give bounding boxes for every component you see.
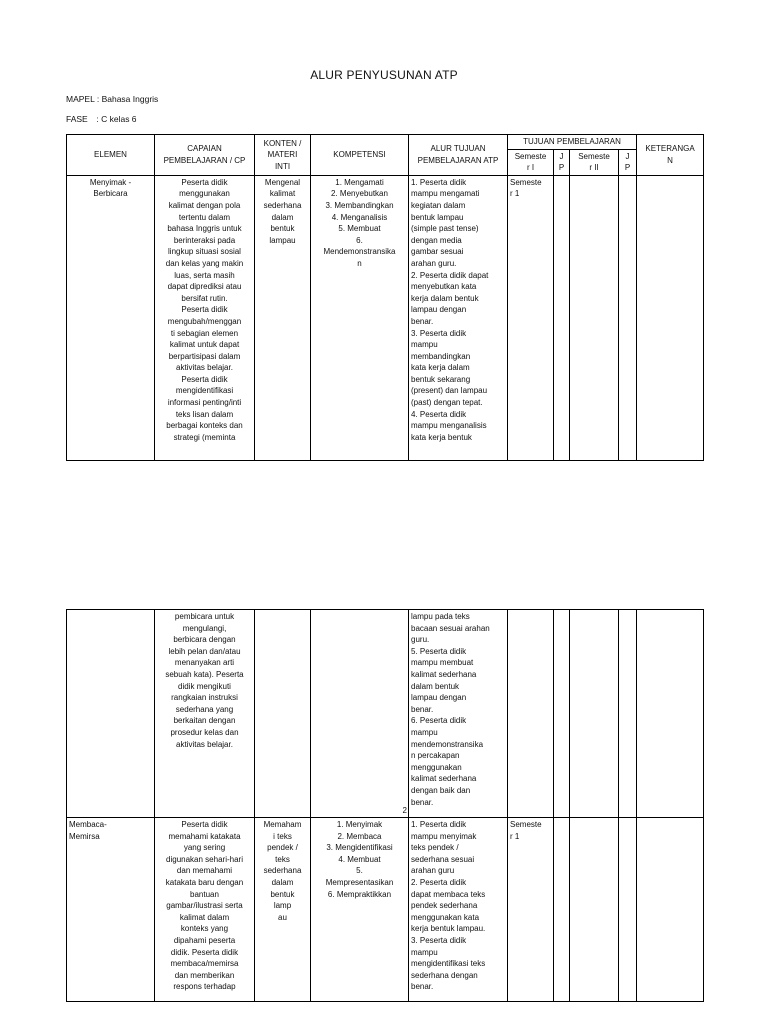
cell-semester-1: Semeste r 1 [508, 818, 554, 1002]
cell-keterangan [637, 175, 704, 460]
cell-semester-1: Semeste r 1 [508, 175, 554, 460]
cell-alur: 1. Peserta didik mampu mengamati kegiatan dalam bentuk lampau (simple past tense) dengan media gambar sesuai arahan guru. 2. Peserta didik dapat menyebutkan kata kerja dalam bentuk lampau dengan benar. 3. Peserta didik mampu membandingkan kata kerja dalam bentuk sekarang (present) dan lampau (past) dengan tepat. 4. Peserta didik mampu menganalisis kata kerja bentuk [409, 175, 508, 460]
cell-keterangan [637, 610, 704, 818]
atp-table-part-2 [66, 609, 704, 1002]
cell-jp-2 [619, 818, 637, 1002]
cell-jp-2 [619, 610, 637, 818]
fase-value: : C kelas 6 [96, 114, 137, 124]
page-number: 2 [402, 806, 407, 816]
header-tujuan: TUJUAN PEMBELAJARAN [508, 135, 637, 150]
header-jp-1: J P [554, 149, 570, 175]
atp-table-part-1 [66, 134, 704, 461]
cell-jp-1 [554, 610, 570, 818]
table-row [67, 610, 704, 818]
cell-alur: 1. Peserta didik mampu menyimak teks pendek / sederhana sesuai arahan guru 2. Peserta didik dapat membaca teks pendek sederhana menggunakan kata kerja bentuk lampau. 3. Peserta didik mampu mengidentifikasi teks sederhana dengan benar. [409, 818, 508, 1002]
cell-keterangan [637, 818, 704, 1002]
mapel-line: MAPEL : Bahasa Inggris [66, 94, 159, 104]
cell-semester-2 [570, 175, 619, 460]
cell-cp: pembicara untuk mengulangi, berbicara dengan lebih pelan dan/atau menanyakan arti sebuah kata). Peserta didik mengikuti rangkaian instruksi sederhana yang berkaitan dengan prosedur kelas dan aktivitas belajar. [155, 610, 255, 818]
header-konten: KONTEN / MATERI INTI [255, 135, 311, 176]
cell-cp: Peserta didik menggunakan kalimat dengan pola tertentu dalam bahasa Inggris untuk berinteraksi pada lingkup situasi sosial dan kelas yang makin luas, serta masih dapat diprediksi atau bersifat rutin. Peserta didik mengubah/menggan ti sebagian elemen kalimat untuk dapat berpartisipasi dalam aktivitas belajar. Peserta didik mengidentifikasi informasi penting/inti teks lisan dalam berbagai konteks dan strategi (meminta [155, 175, 255, 460]
header-elemen: ELEMEN [67, 135, 155, 176]
cell-jp-1 [554, 818, 570, 1002]
cell-alur: lampu pada teks bacaan sesuai arahan guru. 5. Peserta didik mampu membuat kalimat sederhana dalam bentuk lampau dengan benar. 6. Peserta didik mampu mendemonstransika n percakapan menggunakan kalimat sederhana dengan baik dan benar. [409, 610, 508, 818]
cell-konten [255, 610, 311, 818]
header-keterangan: KETERANGA N [637, 135, 704, 176]
header-semester-1: Semeste r I [508, 149, 554, 175]
cell-konten: Memaham i teks pendek / teks sederhana dalam bentuk lamp au [255, 818, 311, 1002]
cell-semester-1 [508, 610, 554, 818]
header-semester-2: Semeste r II [570, 149, 619, 175]
cell-kompetensi [311, 610, 409, 818]
fase-line [66, 114, 137, 124]
document-title: ALUR PENYUSUNAN ATP [310, 68, 458, 82]
header-kompetensi: KOMPETENSI [311, 135, 409, 176]
cell-jp-2 [619, 175, 637, 460]
cell-elemen: Membaca- Memirsa [67, 818, 155, 1002]
cell-cp: Peserta didik memahami katakata yang sering digunakan sehari-hari dan memahami katakata baru dengan bantuan gambar/ilustrasi serta kalimat dalam konteks yang dipahami peserta didik. Peserta didik membaca/memirsa dan memberikan respons terhadap [155, 818, 255, 1002]
table-row [67, 818, 704, 1002]
cell-semester-2 [570, 818, 619, 1002]
cell-elemen: Menyimak - Berbicara [67, 175, 155, 460]
header-jp-2: J P [619, 149, 637, 175]
cell-elemen [67, 610, 155, 818]
table-row [67, 175, 704, 460]
cell-jp-1 [554, 175, 570, 460]
cell-kompetensi: 1. Menyimak 2. Membaca 3. Mengidentifikasi 4. Membuat 5. Mempresentasikan 6. Mempraktikkan [311, 818, 409, 1002]
cell-semester-2 [570, 610, 619, 818]
cell-kompetensi: 1. Mengamati 2. Menyebutkan 3. Membandingkan 4. Menganalisis 5. Membuat 6. Mendemonstransika n [311, 175, 409, 460]
fase-label: FASE [66, 114, 88, 124]
cell-konten: Mengenal kalimat sederhana dalam bentuk lampau [255, 175, 311, 460]
header-cp: CAPAIAN PEMBELAJARAN / CP [155, 135, 255, 176]
header-alur: ALUR TUJUAN PEMBELAJARAN ATP [409, 135, 508, 176]
